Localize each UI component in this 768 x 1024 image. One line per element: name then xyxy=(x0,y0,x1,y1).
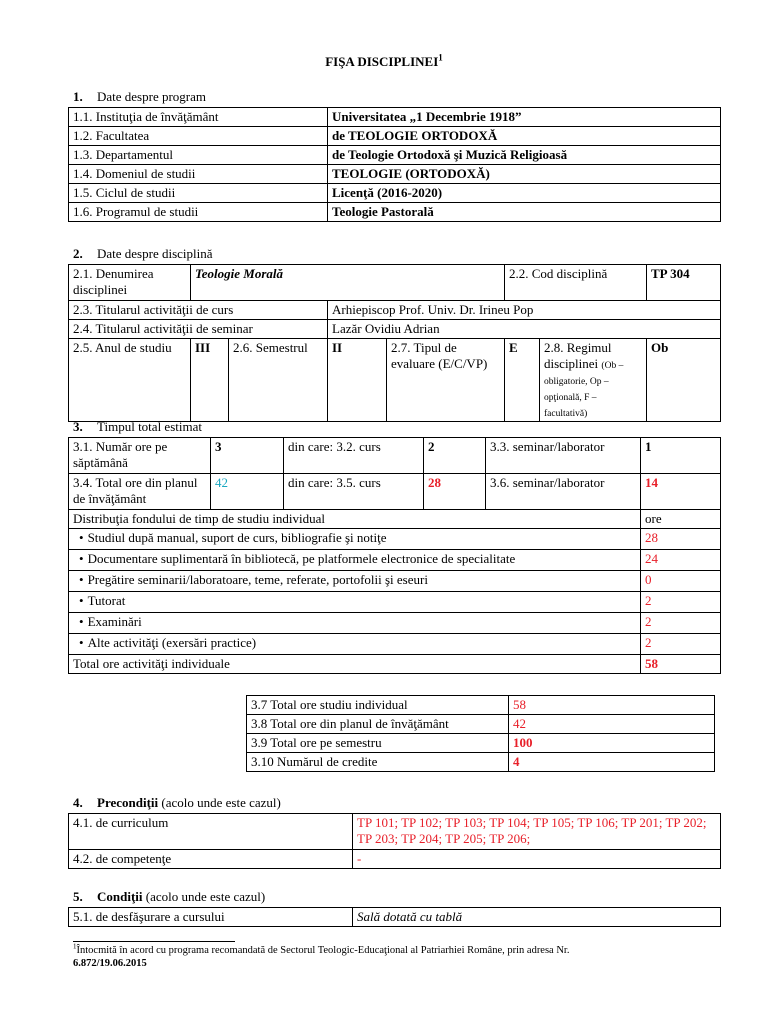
table-row: Distribuţia fondului de timp de studiu individual ore xyxy=(69,510,721,529)
table-row: 1.3. Departamentul de Teologie Ortodoxă şi Muzică Religioasă xyxy=(69,146,721,165)
table-row: • Documentare suplimentară în bibliotecă, pe platformele electronice de specialitate 24 xyxy=(69,550,721,571)
table-row: 3.9 Total ore pe semestru 100 xyxy=(247,734,715,753)
section-4-heading: 4. Precondiţii (acolo unde este cazul) xyxy=(73,795,281,810)
conditions-table xyxy=(68,907,721,927)
table-row: 2.5. Anul de studiu III 2.6. Semestrul II 2.7. Tipul de evaluare (E/C/VP) E 2.8. Regimul disciplinei (Ob – obligatorie, Op – opţională, F – facultativă) Ob xyxy=(69,339,721,422)
table-row: • Alte activităţi (exersări practice) 2 xyxy=(69,634,721,655)
table-row: 3.7 Total ore studiu individual 58 xyxy=(247,696,715,715)
time-table xyxy=(68,437,721,674)
table-row: 5.1. de desfăşurare a cursului Sală dotată cu tablă xyxy=(69,908,721,927)
table-row: • Studiul după manual, suport de curs, bibliografie şi notiţe 28 xyxy=(69,529,721,550)
table-row: 3.4. Total ore din planul de învăţământ 42 din care: 3.5. curs 28 3.6. seminar/laborator 14 xyxy=(69,474,721,510)
table-row: 3.8 Total ore din planul de învăţământ 42 xyxy=(247,715,715,734)
table-row: 4.1. de curriculum TP 101; TP 102; TP 103; TP 104; TP 105; TP 106; TP 201; TP 202; TP 203; TP 204; TP 205; TP 206; xyxy=(69,814,721,850)
table-row: 1.6. Programul de studii Teologie Pastorală xyxy=(69,203,721,222)
table-row: 1.2. Facultatea de TEOLOGIE ORTODOXĂ xyxy=(69,127,721,146)
table-row: 1.4. Domeniul de studii TEOLOGIE (ORTODOXĂ) xyxy=(69,165,721,184)
footnote: $^1$Întocmită în acord cu programa recomandată de Sectorul Teologic-Educaţional al Patriarhiei Române, prin adresa Nr. 6.872/19.06.2015 xyxy=(73,942,570,969)
table-row: 2.3. Titularul activităţii de curs Arhiepiscop Prof. Univ. Dr. Irineu Pop xyxy=(69,301,721,320)
table-row: 1.1. Instituţia de învăţământ Universitatea „1 Decembrie 1918” xyxy=(69,108,721,127)
program-table xyxy=(68,107,721,222)
title-footnote-mark: 1 xyxy=(438,52,443,63)
table-row: 1.5. Ciclul de studii Licenţă (2016-2020) xyxy=(69,184,721,203)
section-3-heading: 3. Timpul total estimat xyxy=(73,419,202,434)
table-row: 3.1. Număr ore pe săptămână 3 din care: 3.2. curs 2 3.3. seminar/laborator 1 xyxy=(69,438,721,474)
table-row: • Tutorat 2 xyxy=(69,592,721,613)
summary-table xyxy=(246,695,715,772)
section-5-heading: 5. Condiţii (acolo unde este cazul) xyxy=(73,889,266,904)
footnote-separator xyxy=(73,941,235,942)
discipline-table xyxy=(68,264,721,422)
table-row: Total ore activităţi individuale 58 xyxy=(69,655,721,674)
table-row: 2.4. Titularul activităţii de seminar Lazăr Ovidiu Adrian xyxy=(69,320,721,339)
section-1-heading: 1. Date despre program xyxy=(73,89,207,104)
table-row: • Examinări 2 xyxy=(69,613,721,634)
preconditions-table xyxy=(68,813,721,869)
table-row: 3.10 Numărul de credite 4 xyxy=(247,753,715,772)
section-2-heading: 2. Date despre disciplină xyxy=(73,246,213,261)
table-row: 2.1. Denumirea disciplinei Teologie Morală 2.2. Cod disciplină TP 304 xyxy=(69,265,721,301)
page-title: FIŞA DISCIPLINEI$^1$ xyxy=(325,52,443,69)
table-row: • Pregătire seminarii/laboratoare, teme, referate, portofolii şi eseuri 0 xyxy=(69,571,721,592)
table-row: 4.2. de competenţe - xyxy=(69,850,721,869)
